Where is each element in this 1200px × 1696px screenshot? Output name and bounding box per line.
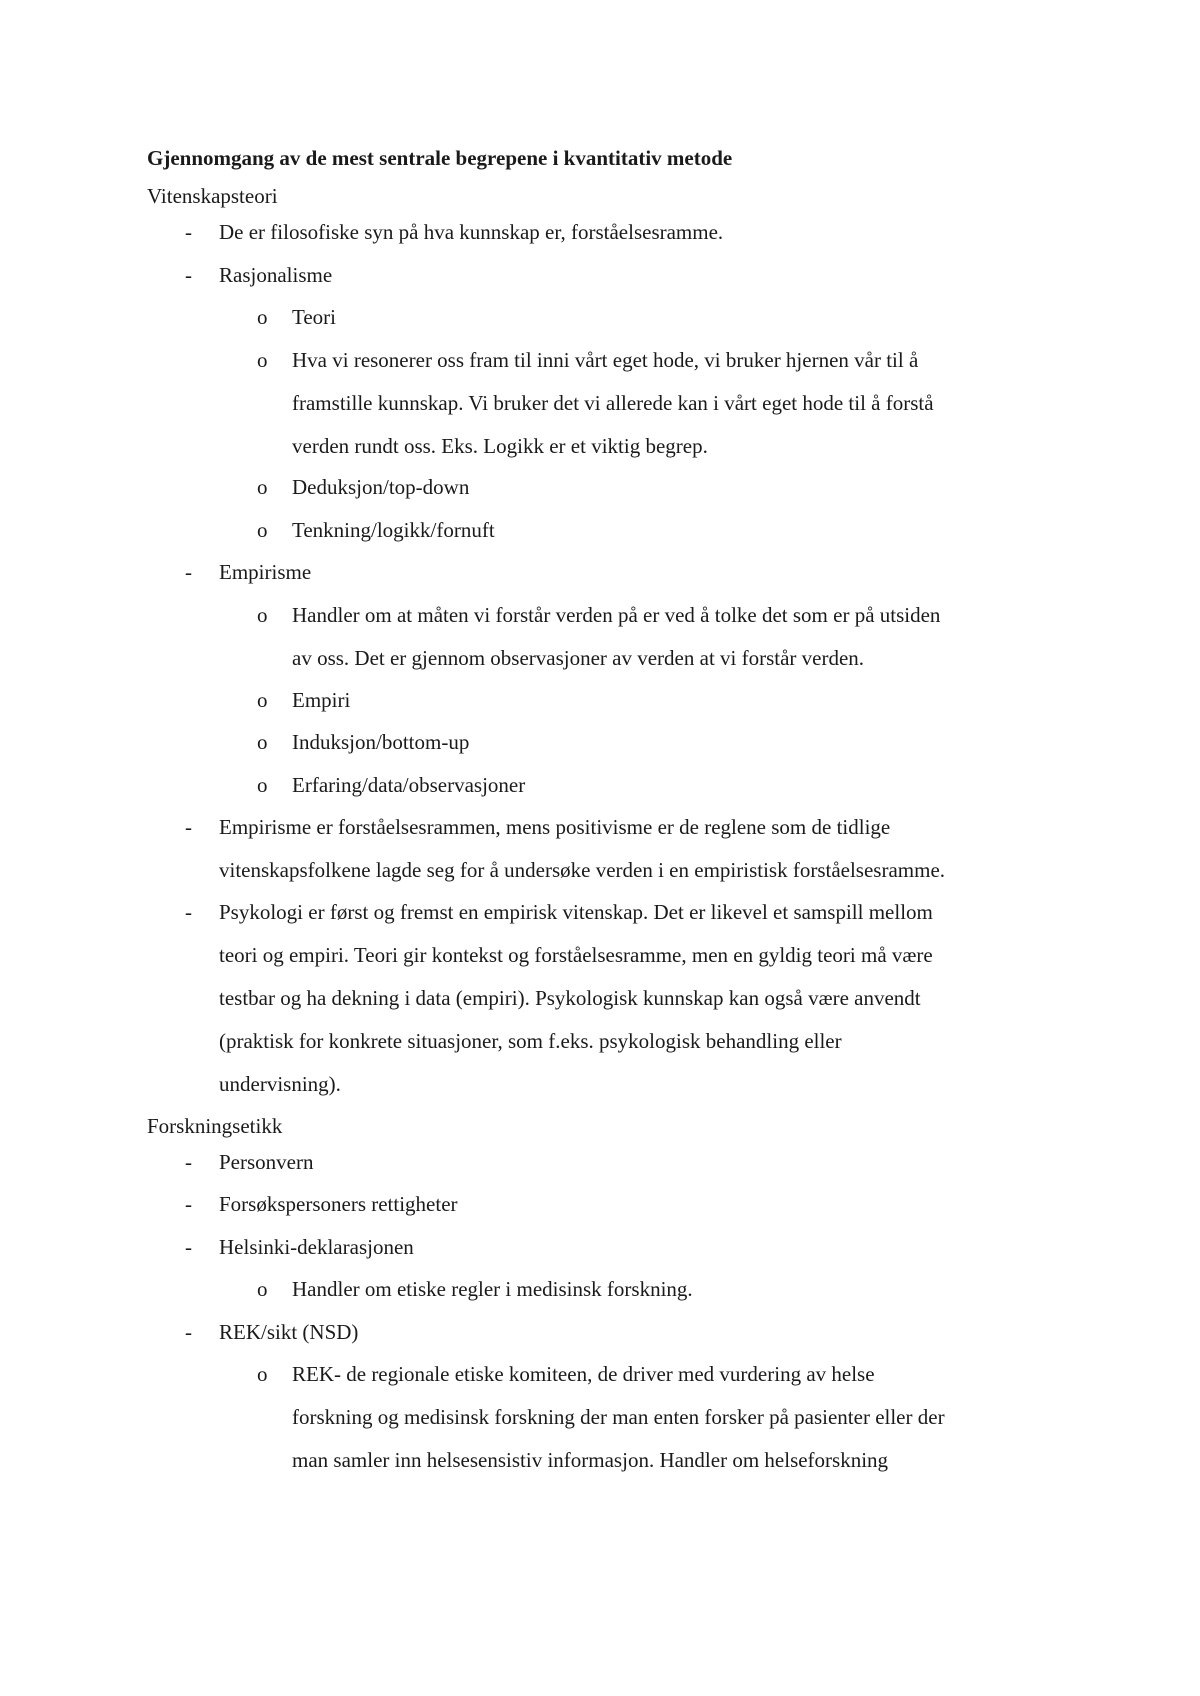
text-line: framstille kunnskap. Vi bruker det vi allerede kan i vårt eget hode til å forstå [292, 390, 934, 415]
text-line: teori og empiri. Teori gir kontekst og forståelsesramme, men en gyldig teori må være [219, 943, 933, 967]
text-line: vitenskapsfolkene lagde seg for å undersøke verden i en empiristisk forståelsesramme. [219, 858, 946, 882]
circle-bullet: o [257, 772, 268, 797]
list-item-text [219, 891, 1079, 1106]
list-item [0, 211, 1200, 254]
text-line: Deduksjon/top-down [292, 475, 470, 499]
text-line: Induksjon/bottom-up [292, 730, 470, 754]
list-item-text [219, 551, 1079, 594]
dash-bullet: - [185, 560, 192, 584]
text-line: Handler om at måten vi forstår verden på er ved å tolke det som er på utsiden [292, 602, 941, 627]
text-line: Forsøkspersoners rettigheter [219, 1192, 458, 1216]
sub-list-item [0, 1353, 1200, 1482]
text-line: verden rundt oss. Eks. Logikk er et viktig begrep. [292, 433, 708, 458]
text-line: forskning og medisinsk forskning der man enten forsker på pasienter eller der [292, 1405, 945, 1429]
list-item-text [292, 509, 1072, 552]
text-line: Personvern [219, 1149, 314, 1174]
section-heading: Vitenskapsteori [147, 184, 278, 208]
list-item [0, 1226, 1200, 1269]
list-item [0, 806, 1200, 892]
text-line: undervisning). [219, 1072, 341, 1096]
list-item-text [219, 1311, 1079, 1354]
text-line: REK/sikt (NSD) [219, 1319, 359, 1344]
text-line: av oss. Det er gjennom observasjoner av verden at vi forstår verden. [292, 645, 865, 670]
list-item [0, 254, 1200, 297]
dash-bullet: - [185, 1192, 192, 1216]
text-line: Psykologi er først og fremst en empirisk vitenskap. Det er likevel et samspill mellom [219, 900, 933, 924]
text-line: De er filosofiske syn på hva kunnskap er, forståelsesramme. [219, 220, 724, 244]
list-item-text [292, 1353, 1072, 1482]
sub-list-item [0, 1268, 1200, 1311]
sub-list-item [0, 679, 1200, 722]
text-line: Teori [292, 305, 337, 329]
list-item-text [292, 721, 1072, 764]
dash-bullet: - [185, 262, 192, 287]
list-item-text [219, 806, 1079, 892]
text-line: Empiri [292, 687, 351, 712]
circle-bullet: o [257, 730, 268, 754]
circle-bullet: o [257, 687, 268, 712]
text-line: man samler inn helsesensistiv informasjon. Handler om helseforskning [292, 1448, 889, 1472]
sub-list-item [0, 509, 1200, 552]
list-item [0, 891, 1200, 1106]
sub-list-item [0, 594, 1200, 680]
list-item-text [219, 211, 1079, 254]
dash-bullet: - [185, 1234, 192, 1259]
circle-bullet: o [257, 305, 268, 329]
dash-bullet: - [185, 220, 192, 244]
list-item [0, 1141, 1200, 1184]
list-item-text [292, 296, 1072, 339]
text-line: testbar og ha dekning i data (empiri). Psykologisk kunnskap kan også være anvendt [219, 986, 921, 1010]
circle-bullet: o [257, 1277, 268, 1301]
sub-list-item [0, 296, 1200, 339]
text-line: Helsinki-deklarasjonen [219, 1234, 414, 1259]
list-item-text [219, 1226, 1079, 1269]
text-line: Rasjonalisme [219, 262, 333, 287]
list-item-text [292, 764, 1072, 807]
list-item [0, 1311, 1200, 1354]
list-item-text [219, 1141, 1079, 1184]
section-heading: Forskningsetikk [147, 1113, 283, 1138]
list-item-text [292, 339, 1072, 468]
circle-bullet: o [257, 347, 268, 372]
circle-bullet: o [257, 475, 268, 499]
circle-bullet: o [257, 602, 268, 627]
dash-bullet: - [185, 1149, 192, 1174]
list-item-text [292, 466, 1072, 509]
dash-bullet: - [185, 815, 192, 839]
sub-list-item [0, 764, 1200, 807]
document-title: Gjennomgang av de mest sentrale begrepene i kvantitativ metode [147, 146, 733, 170]
text-line: Empirisme [219, 560, 312, 584]
text-line: Handler om etiske regler i medisinsk forskning. [292, 1277, 693, 1301]
list-item [0, 1183, 1200, 1226]
sub-list-item [0, 721, 1200, 764]
circle-bullet: o [257, 1362, 268, 1386]
sub-list-item [0, 466, 1200, 509]
list-item-text [292, 594, 1072, 680]
text-line: REK- de regionale etiske komiteen, de driver med vurdering av helse [292, 1362, 875, 1386]
text-line: (praktisk for konkrete situasjoner, som f.eks. psykologisk behandling eller [219, 1029, 842, 1053]
list-item-text [219, 254, 1079, 297]
sub-list-item [0, 339, 1200, 468]
circle-bullet: o [257, 517, 268, 542]
text-line: Erfaring/data/observasjoner [292, 772, 526, 797]
dash-bullet: - [185, 1319, 192, 1344]
list-item-text [292, 679, 1072, 722]
text-line: Empirisme er forståelsesrammen, mens positivisme er de reglene som de tidlige [219, 815, 891, 839]
text-line: Tenkning/logikk/fornuft [292, 517, 495, 542]
list-item-text [292, 1268, 1072, 1311]
list-item-text [219, 1183, 1079, 1226]
list-item [0, 551, 1200, 594]
dash-bullet: - [185, 900, 192, 924]
text-line: Hva vi resonerer oss fram til inni vårt eget hode, vi bruker hjernen vår til å [292, 347, 919, 372]
